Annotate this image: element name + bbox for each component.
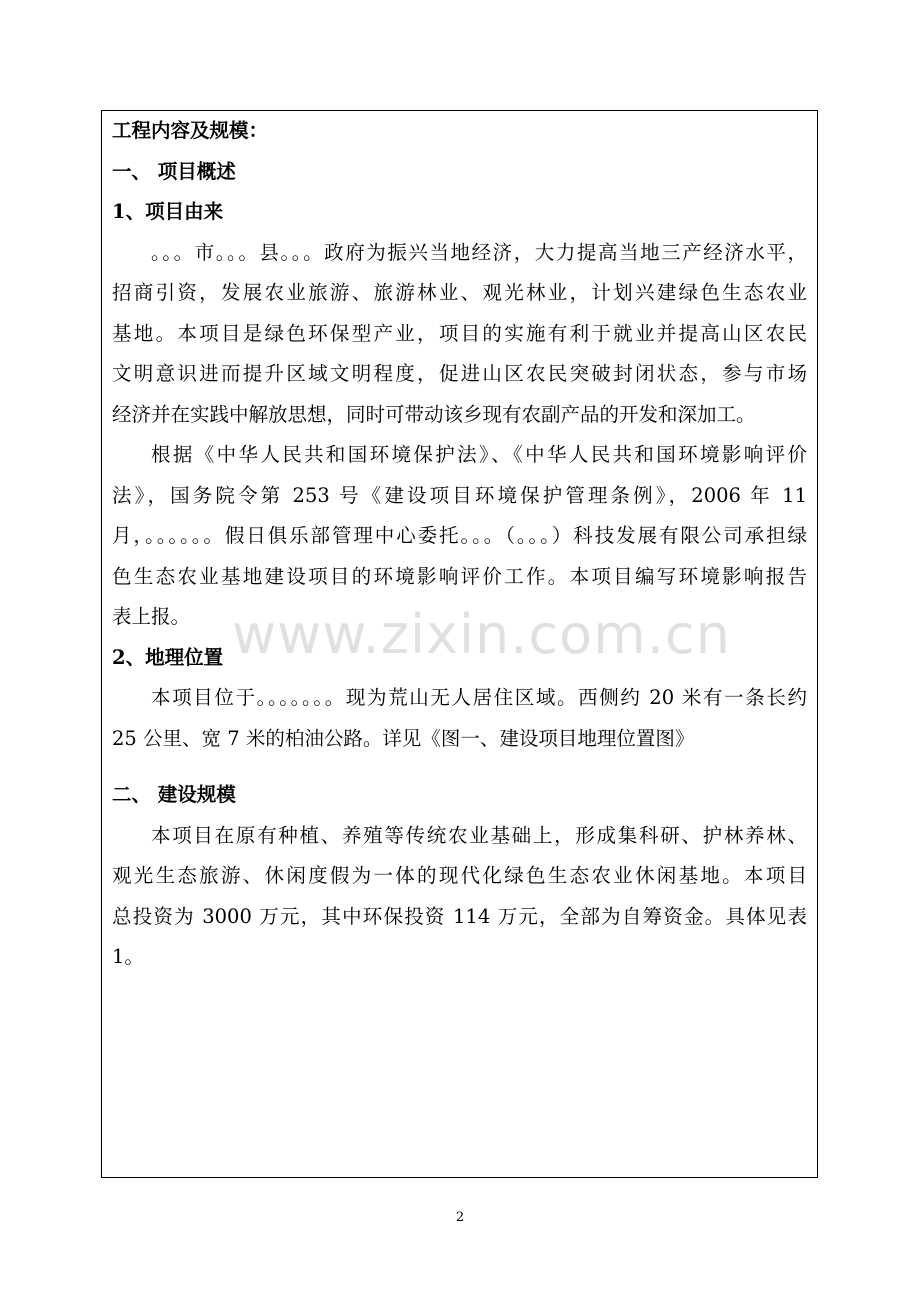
paragraph-location xyxy=(112,678,807,759)
page-number: 2 xyxy=(455,1210,465,1225)
paragraph-project-origin xyxy=(112,233,807,436)
paragraph-construction-scale xyxy=(112,816,807,978)
section-1-title: 一、 项目概述 xyxy=(112,159,236,183)
paragraph-line: 25 公里、宽 7 米的柏油公路。详见《图一、建设项目地理位置图》 xyxy=(112,726,695,750)
paragraph-line: 1。 xyxy=(112,945,144,968)
paragraph-line: 本项目在原有种植、养殖等传统农业基础上，形成集科研、护林养林、 xyxy=(151,823,807,847)
spacer xyxy=(112,759,807,775)
paragraph-line: 文明意识进而提升区域文明程度，促进山区农民突破封闭状态，参与市场 xyxy=(112,362,807,385)
section-2-title: 二、 建设规模 xyxy=(112,783,236,806)
paragraph-line: 经济并在实践中解放思想，同时可带动该乡现有农副产品的开发和深加工。 xyxy=(112,402,756,426)
document-body xyxy=(112,111,807,978)
paragraph-line: 本项目位于。。。。。。。现为荒山无人居住区域。西侧约 20 米有一条长约 xyxy=(151,686,807,709)
subsection-2-title: 2、地理位置 xyxy=(112,645,224,669)
paragraph-line: 法》，国务院令第 253 号《建设项目环境保护管理条例》，2006 年 11 xyxy=(112,483,807,507)
paragraph-line: 月，。。。。。。假日俱乐部管理中心委托。。。（。。。）科技发展有限公司承担绿 xyxy=(112,524,807,547)
paragraph-line: 。。。市。。。县。。。政府为振兴当地经济，大力提高当地三产经济水平， xyxy=(151,240,807,264)
paragraph-line: 观光生态旅游、休闲度假为一体的现代化绿色生态农业休闲基地。本项目 xyxy=(112,864,807,887)
watermark: www.zixin.com.cn xyxy=(232,603,731,666)
subsection-1-title: 1、项目由来 xyxy=(112,200,224,223)
paragraph-line: 色生态农业基地建设项目的环境影响评价工作。本项目编写环境影响报告 xyxy=(112,564,807,588)
paragraph-line: 招商引资，发展农业旅游、旅游林业、观光林业，计划兴建绿色生态农业 xyxy=(112,281,807,304)
paragraph-line: 根据《中华人民共和国环境保护法》、《中华人民共和国环境影响评价 xyxy=(151,443,807,466)
paragraph-line: 表上报。 xyxy=(112,605,191,628)
paragraph-line: 总投资为 3000 万元，其中环保投资 114 万元，全部为自筹资金。具体见表 xyxy=(112,904,807,928)
paragraph-line: 基地。本项目是绿色环保型产业，项目的实施有利于就业并提高山区农民 xyxy=(112,321,807,345)
main-heading: 工程内容及规模： xyxy=(112,119,269,142)
